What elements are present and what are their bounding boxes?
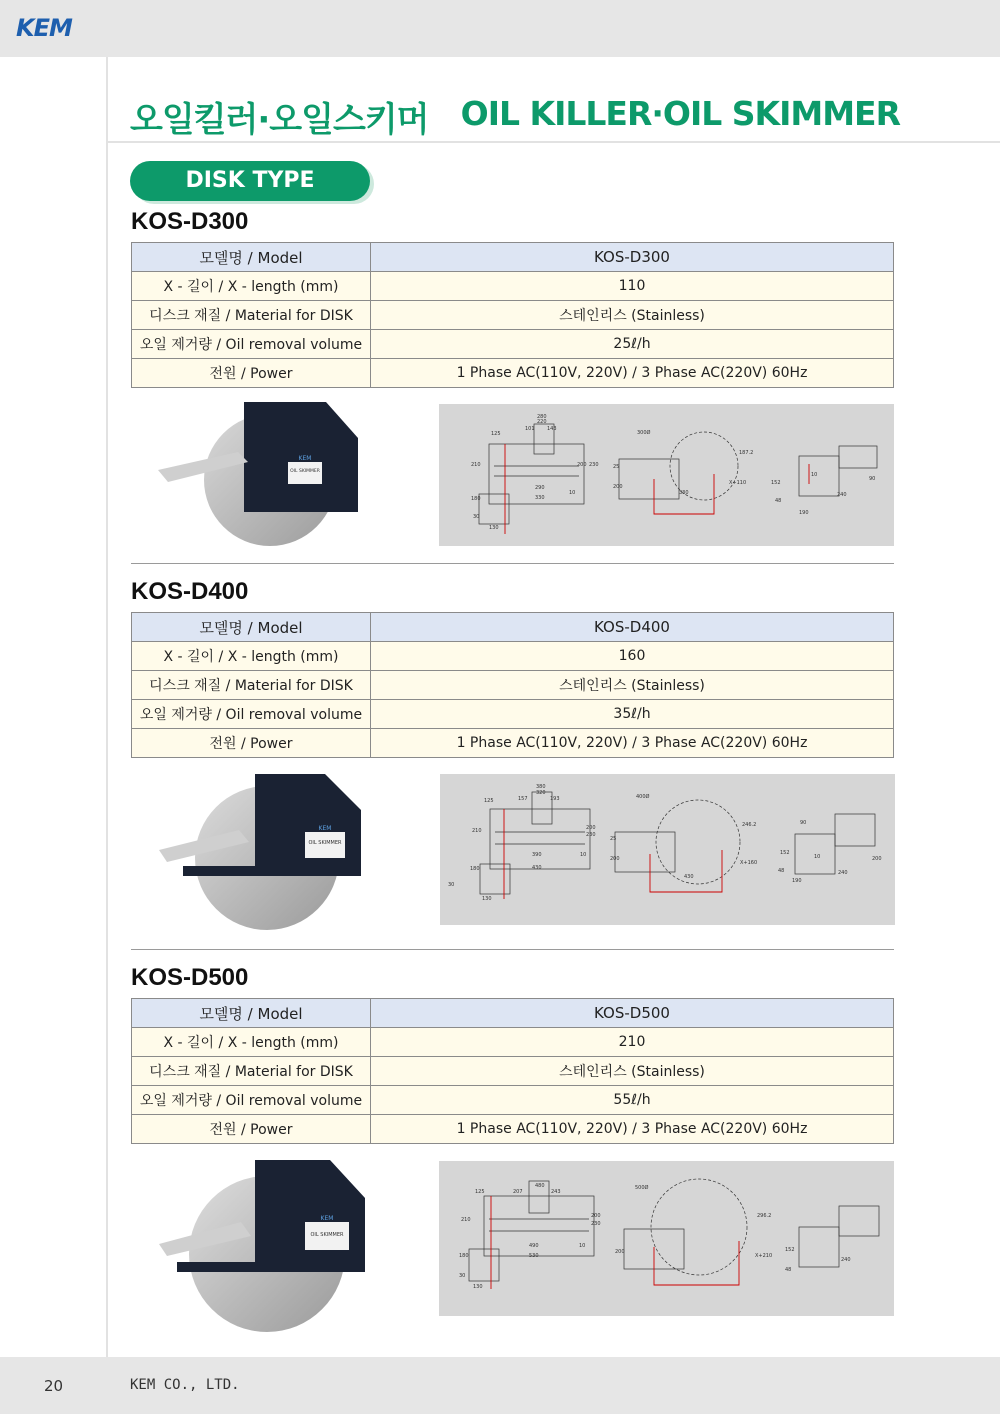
spec-table-d400 <box>131 612 894 758</box>
drawing-label: 101 <box>525 426 535 432</box>
drawing-label: 230 <box>586 832 596 838</box>
title-underline <box>108 141 1000 143</box>
drawing-label: 243 <box>551 1189 561 1195</box>
drawing-label: 125 <box>491 431 501 437</box>
drawing-label: 10 <box>569 490 576 496</box>
photo-model-text: OIL SKIMMER <box>310 1232 344 1238</box>
row-value: 160 <box>371 642 894 671</box>
drawing-label: 210 <box>471 462 481 468</box>
drawing-label: 10 <box>814 854 821 860</box>
row-value: 1 Phase AC(110V, 220V) / 3 Phase AC(220V) 60Hz <box>371 729 894 758</box>
drawing-label: 10 <box>579 1243 586 1249</box>
product-photo-d300 <box>148 400 378 550</box>
row-value: 210 <box>371 1028 894 1057</box>
drawing-label: 380 <box>536 784 546 790</box>
drawing-label: 230 <box>589 462 599 468</box>
spec-table-d300 <box>131 242 894 388</box>
drawing-label: X+110 <box>729 480 747 486</box>
row-label: X - 길이 / X - length (mm) <box>132 1028 371 1057</box>
technical-drawing-d500 <box>439 1161 894 1316</box>
drawing-label: 200 <box>577 462 587 468</box>
drawing-label: 480 <box>535 1183 545 1189</box>
drawing-label: 330 <box>535 495 545 501</box>
drawing-label: 180 <box>471 496 481 502</box>
drawing-label: 130 <box>473 1284 483 1290</box>
drawing-label: 30 <box>459 1273 466 1279</box>
drawing-label: 10 <box>580 852 587 858</box>
drawing-label: 180 <box>459 1253 469 1259</box>
drawing-label: 200 <box>613 484 623 490</box>
table-row <box>132 999 894 1028</box>
table-row <box>132 243 894 272</box>
table-row <box>132 1115 894 1144</box>
drawing-label: 157 <box>518 796 528 802</box>
model-heading-d500: KOS-D500 <box>131 964 249 991</box>
kem-logo: KEM <box>16 14 72 42</box>
drawing-label: 125 <box>484 798 494 804</box>
row-value: 1 Phase AC(110V, 220V) / 3 Phase AC(220V) 60Hz <box>371 1115 894 1144</box>
table-row <box>132 301 894 330</box>
row-value: 25ℓ/h <box>371 330 894 359</box>
page-number: 20 <box>44 1377 64 1395</box>
drawing-label: 200 <box>591 1213 601 1219</box>
photo-brand-text: KEM <box>318 825 332 832</box>
drawing-label: 180 <box>470 866 480 872</box>
drawing-label: 30 <box>473 514 480 520</box>
drawing-label: 430 <box>532 865 542 871</box>
table-row <box>132 330 894 359</box>
row-label: 디스크 재질 / Material for DISK <box>132 1057 371 1086</box>
row-value: 스테인리스 (Stainless) <box>371 1057 894 1086</box>
drawing-label: 240 <box>837 492 847 498</box>
table-row <box>132 359 894 388</box>
row-label: X - 길이 / X - length (mm) <box>132 642 371 671</box>
drawing-label: 125 <box>475 1189 485 1195</box>
drawing-label: 200 <box>872 856 882 862</box>
technical-drawing-d300 <box>439 404 894 546</box>
page-title-korean: 오일킬러·오일스키머 <box>130 100 429 140</box>
photo-brand-text: KEM <box>298 455 312 462</box>
drawing-label: 152 <box>771 480 781 486</box>
row-label: 오일 제거량 / Oil removal volume <box>132 1086 371 1115</box>
row-value: 스테인리스 (Stainless) <box>371 671 894 700</box>
photo-brand-text: KEM <box>320 1215 334 1222</box>
drawing-label: 300Ø <box>637 430 651 436</box>
row-value: 1 Phase AC(110V, 220V) / 3 Phase AC(220V) 60Hz <box>371 359 894 388</box>
row-label: 모델명 / Model <box>132 613 371 642</box>
table-row <box>132 671 894 700</box>
drawing-label: 280 <box>537 414 547 420</box>
drawing-label: 25 <box>613 464 620 470</box>
row-value: 스테인리스 (Stainless) <box>371 301 894 330</box>
drawing-label: 30 <box>448 882 455 888</box>
row-label: X - 길이 / X - length (mm) <box>132 272 371 301</box>
drawing-label: 230 <box>591 1221 601 1227</box>
model-heading-d400: KOS-D400 <box>131 578 249 605</box>
row-label: 오일 제거량 / Oil removal volume <box>132 700 371 729</box>
row-label: 모델명 / Model <box>132 999 371 1028</box>
row-value: 55ℓ/h <box>371 1086 894 1115</box>
page-title-english: OIL KILLER·OIL SKIMMER <box>460 94 900 133</box>
row-label: 디스크 재질 / Material for DISK <box>132 671 371 700</box>
drawing-label: 240 <box>838 870 848 876</box>
drawing-label: 130 <box>482 896 492 902</box>
row-value: 110 <box>371 272 894 301</box>
drawing-label: 130 <box>489 525 499 531</box>
drawing-label: 390 <box>532 852 542 858</box>
drawing-label: 48 <box>775 498 782 504</box>
table-row <box>132 272 894 301</box>
table-row <box>132 729 894 758</box>
drawing-label: 190 <box>792 878 802 884</box>
drawing-label: 90 <box>800 820 807 826</box>
drawing-label: 90 <box>869 476 876 482</box>
drawing-label: X+160 <box>740 860 758 866</box>
drawing-label: 210 <box>461 1217 471 1223</box>
row-label: 디스크 재질 / Material for DISK <box>132 301 371 330</box>
photo-model-text: OIL SKIMMER <box>290 469 320 474</box>
drawing-label: 296.2 <box>757 1213 772 1219</box>
drawing-label: 490 <box>529 1243 539 1249</box>
company-name: KEM CO., LTD. <box>130 1377 240 1393</box>
drawing-label: 190 <box>799 510 809 516</box>
row-label: 모델명 / Model <box>132 243 371 272</box>
drawing-label: 25 <box>610 836 617 842</box>
disk-type-badge: DISK TYPE <box>130 161 370 201</box>
model-heading-d300: KOS-D300 <box>131 208 249 235</box>
photo-model-text: OIL SKIMMER <box>308 840 342 846</box>
drawing-label: 400Ø <box>636 794 650 800</box>
drawing-label: 200 <box>586 825 596 831</box>
drawing-label: 530 <box>529 1253 539 1259</box>
left-divider-line <box>106 57 108 1357</box>
drawing-label: 10 <box>811 472 818 478</box>
drawing-label: 290 <box>535 485 545 491</box>
table-row <box>132 1028 894 1057</box>
product-photo-d400 <box>155 770 385 932</box>
row-label: 오일 제거량 / Oil removal volume <box>132 330 371 359</box>
section-divider <box>131 949 894 950</box>
row-label: 전원 / Power <box>132 729 371 758</box>
row-value: KOS-D500 <box>371 999 894 1028</box>
table-row <box>132 700 894 729</box>
drawing-label: 143 <box>547 426 557 432</box>
drawing-label: 240 <box>841 1257 851 1263</box>
row-value: KOS-D300 <box>371 243 894 272</box>
drawing-label: 187.2 <box>739 450 754 456</box>
spec-table-d500 <box>131 998 894 1144</box>
drawing-label: 200 <box>610 856 620 862</box>
drawing-label: 430 <box>684 874 694 880</box>
section-divider <box>131 563 894 564</box>
drawing-label: 330 <box>679 490 689 496</box>
technical-drawing-d400 <box>440 774 895 925</box>
table-row <box>132 1086 894 1115</box>
drawing-label: 48 <box>778 868 785 874</box>
row-label: 전원 / Power <box>132 1115 371 1144</box>
table-row <box>132 642 894 671</box>
drawing-label: 200 <box>615 1249 625 1255</box>
row-value: 35ℓ/h <box>371 700 894 729</box>
drawing-label: 207 <box>513 1189 523 1195</box>
row-value: KOS-D400 <box>371 613 894 642</box>
drawing-label: 320 <box>536 790 546 796</box>
drawing-label: 152 <box>780 850 790 856</box>
drawing-label: 193 <box>550 796 560 802</box>
drawing-label: 220 <box>537 419 547 425</box>
drawing-label: 152 <box>785 1247 795 1253</box>
drawing-label: 500Ø <box>635 1185 649 1191</box>
drawing-label: 48 <box>785 1267 792 1273</box>
drawing-label: 210 <box>472 828 482 834</box>
table-row <box>132 613 894 642</box>
row-label: 전원 / Power <box>132 359 371 388</box>
top-header-bar <box>0 0 1000 57</box>
product-photo-d500 <box>155 1158 385 1333</box>
drawing-label: 246.2 <box>742 822 757 828</box>
table-row <box>132 1057 894 1086</box>
drawing-label: X+210 <box>755 1253 773 1259</box>
